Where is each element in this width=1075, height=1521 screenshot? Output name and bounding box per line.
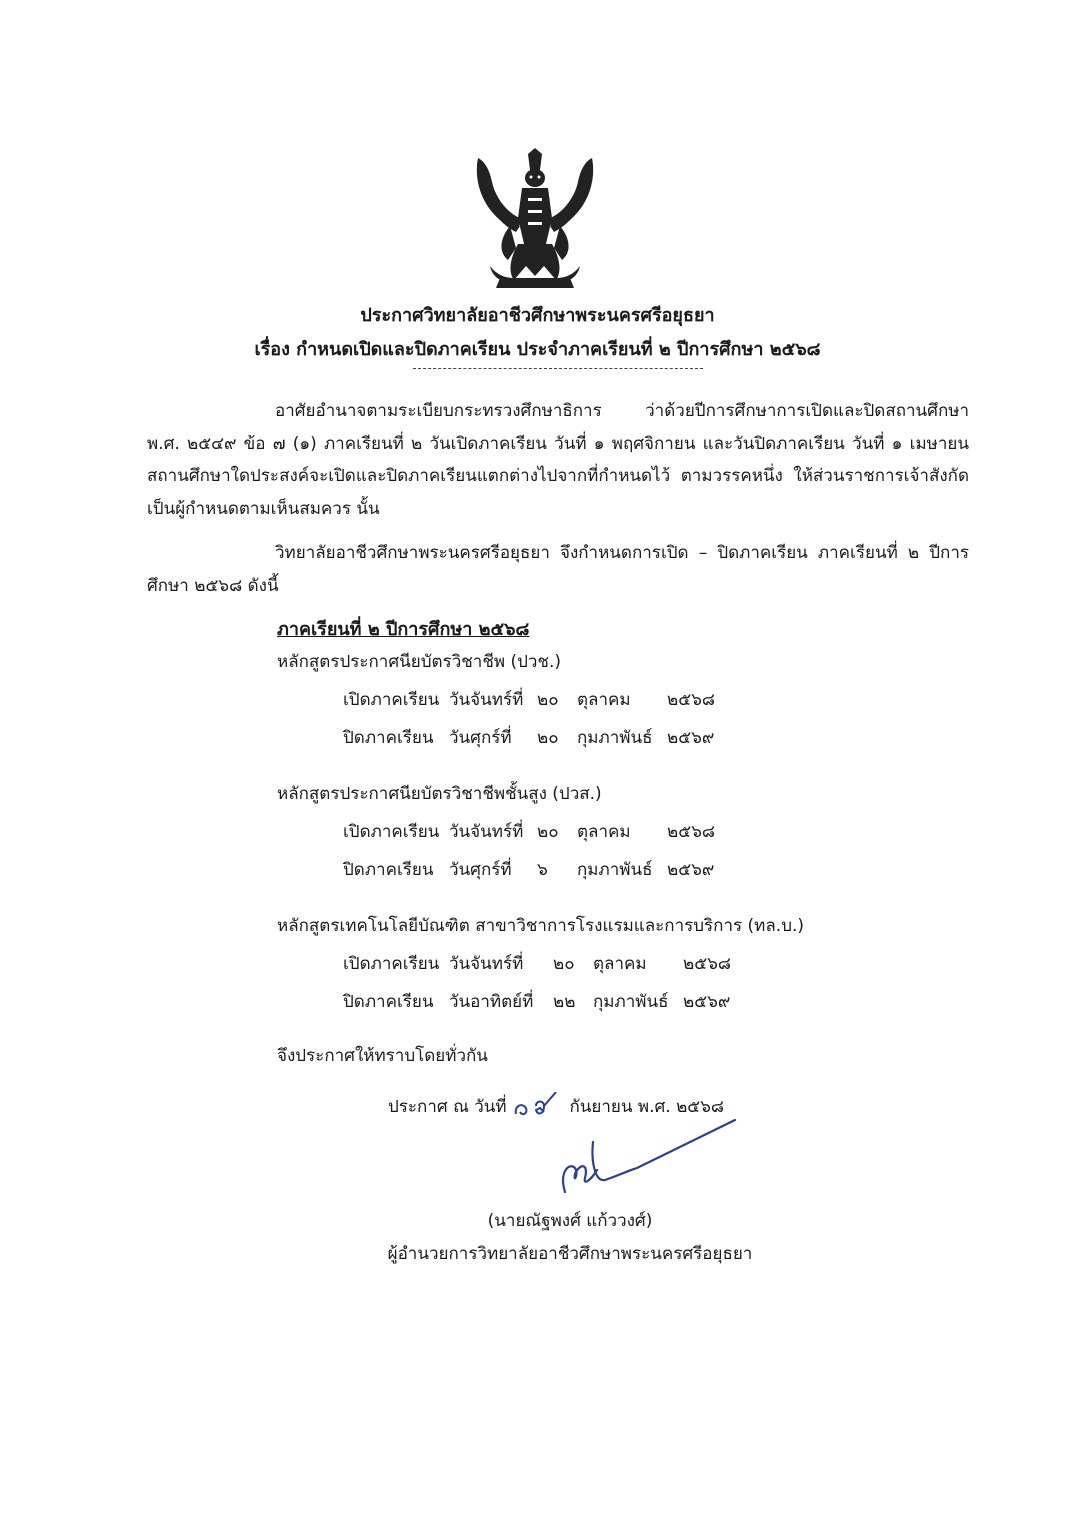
body-paragraph-1 <box>147 395 969 525</box>
row-weekday: วันศุกร์ที่ <box>449 860 512 880</box>
row-year: ๒๕๖๘ <box>683 954 731 974</box>
row-year: ๒๕๖๘ <box>667 822 715 842</box>
row-month: กุมภาพันธ์ <box>577 860 653 880</box>
row-year: ๒๕๖๙ <box>683 992 731 1012</box>
course-name: หลักสูตรเทคโนโลยีบัณฑิต สาขาวิชาการโรงแรมและการบริการ (ทล.บ.) <box>277 916 805 936</box>
row-label: เปิดภาคเรียน <box>343 690 440 710</box>
row-day: ๒๒ <box>553 992 576 1012</box>
row-day: ๒๐ <box>553 954 575 974</box>
row-year: ๒๕๖๘ <box>667 690 715 710</box>
row-year: ๒๕๖๙ <box>667 728 715 748</box>
row-weekday: วันอาทิตย์ที่ <box>449 992 534 1012</box>
row-label: ปิดภาคเรียน <box>343 860 434 880</box>
schedule-row-close <box>343 856 714 883</box>
row-weekday: วันจันทร์ที่ <box>449 822 524 842</box>
schedule-row-open <box>343 686 715 713</box>
schedule-row-open <box>343 818 715 845</box>
row-day: ๖ <box>537 860 548 880</box>
date-prefix: ประกาศ ณ วันที่ <box>388 1097 507 1117</box>
schedule-row-close <box>343 724 714 751</box>
row-month: ตุลาคม <box>577 690 631 710</box>
course-name: หลักสูตรประกาศนียบัตรวิชาชีพ (ปวช.) <box>277 652 562 672</box>
garuda-emblem-icon <box>470 148 600 290</box>
row-label: เปิดภาคเรียน <box>343 822 440 842</box>
signatory-position: ผู้อำนวยการวิทยาลัยอาชีวศึกษาพระนครศรีอยุธยา <box>387 1244 753 1264</box>
course-name: หลักสูตรประกาศนียบัตรวิชาชีพชั้นสูง (ปวส.) <box>277 784 602 804</box>
row-label: เปิดภาคเรียน <box>343 954 440 974</box>
body-paragraph-1-text: อาศัยอำนาจตามระเบียบกระทรวงศึกษาธิการ ว่าด้วยปีการศึกษาการเปิดและปิดสถานศึกษา พ.ศ. ๒๕๔๙ ข้อ ๗ (๑) ภาคเรียนที่ ๒ วันเปิดภาคเรียน วันที่ ๑ พฤศจิกายน และวันปิดภาคเรียน วันที่ ๑ เมษายน สถานศึกษาใดประสงค์จะเปิดและปิดภาคเรียนแตกต่างไปจากที่กำหนดไว้ ตามวรรคหนึ่ง ให้ส่วนราชการเจ้าสังกัด เป็นผู้กำหนดตามเห็นสมควร นั้น <box>147 401 969 519</box>
row-label: ปิดภาคเรียน <box>343 992 434 1012</box>
signatory-name: (นายณัฐพงศ์ แก้ววงศ์) <box>487 1211 653 1231</box>
title-divider <box>413 368 703 370</box>
row-month: ตุลาคม <box>577 822 631 842</box>
row-label: ปิดภาคเรียน <box>343 728 434 748</box>
row-month: ตุลาคม <box>593 954 647 974</box>
body-paragraph-2 <box>147 537 969 602</box>
row-day: ๒๐ <box>537 728 559 748</box>
semester-heading: ภาคเรียนที่ ๒ ปีการศึกษา ๒๕๖๘ <box>277 619 530 640</box>
signature-icon <box>545 1112 745 1207</box>
row-weekday: วันจันทร์ที่ <box>449 690 524 710</box>
row-weekday: วันศุกร์ที่ <box>449 728 512 748</box>
closing-statement: จึงประกาศให้ทราบโดยทั่วกัน <box>277 1046 488 1066</box>
announcement-subject: เรื่อง กำหนดเปิดและปิดภาคเรียน ประจำภาคเรียนที่ ๒ ปีการศึกษา ๒๕๖๘ <box>254 339 821 360</box>
body-paragraph-2-text: วิทยาลัยอาชีวศึกษาพระนครศรีอยุธยา จึงกำหนดการเปิด – ปิดภาคเรียน ภาคเรียนที่ ๒ ปีการศึกษา ๒๕๖๘ ดังนี้ <box>147 543 969 596</box>
announcement-title: ประกาศวิทยาลัยอาชีวศึกษาพระนครศรีอยุธยา <box>360 305 715 326</box>
schedule-row-open <box>343 950 731 977</box>
row-month: กุมภาพันธ์ <box>593 992 669 1012</box>
row-year: ๒๕๖๙ <box>667 860 715 880</box>
row-month: กุมภาพันธ์ <box>577 728 653 748</box>
row-weekday: วันจันทร์ที่ <box>449 954 524 974</box>
row-day: ๒๐ <box>537 690 559 710</box>
schedule-row-close <box>343 988 730 1015</box>
date-suffix: กันยายน พ.ศ. ๒๕๖๘ <box>569 1097 725 1117</box>
row-day: ๒๐ <box>537 822 559 842</box>
